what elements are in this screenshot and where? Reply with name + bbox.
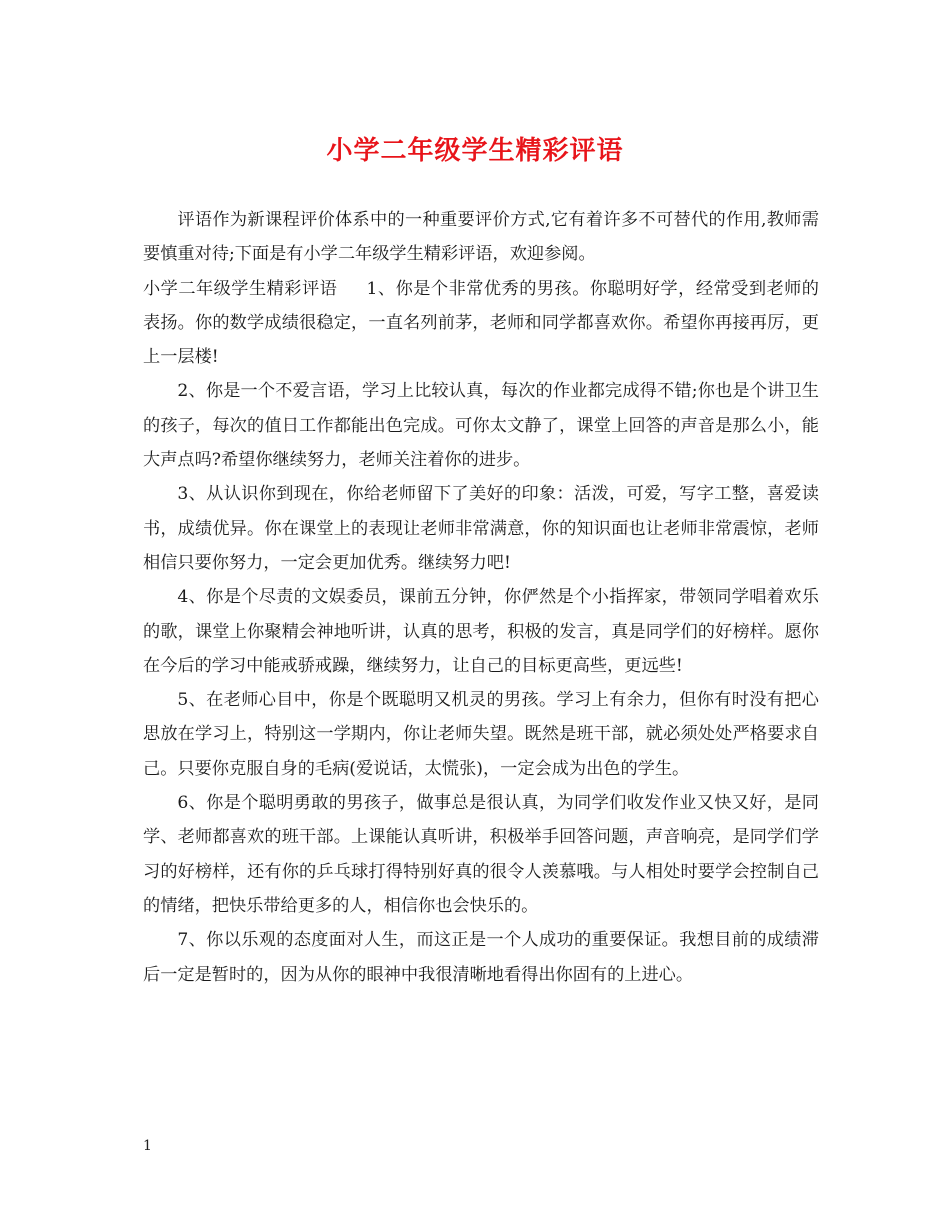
comment-paragraph-7: 7、你以乐观的态度面对人生，而这正是一个人成功的重要保证。我想目前的成绩滞后一定是暂时的，因为从你的眼神中我很清晰地看得出你固有的上进心。 (143, 930, 819, 985)
comment-paragraph-1 (143, 272, 819, 375)
document-body (143, 203, 819, 992)
page-title: 小学二年级学生精彩评语 (326, 136, 624, 166)
section-heading: 小学二年级学生精彩评语 (143, 278, 338, 299)
comment-paragraph-6: 6、你是个聪明勇敢的男孩子，做事总是很认真，为同学们收发作业又快又好，是同学、老师都喜欢的班干部。上课能认真听讲，积极举手回答问题，声音响亮，是同学们学习的好榜样，还有你的乒乓球打得特别好真的很令人羡慕哦。与人相处时要学会控制自己的情绪，把快乐带给更多的人，相信你也会快乐的。 (143, 793, 819, 916)
comment-paragraph-2: 2、你是一个不爱言语，学习上比较认真，每次的作业都完成得不错;你也是个讲卫生的孩子，每次的值日工作都能出色完成。可你太文静了，课堂上回答的声音是那么小，能大声点吗?希望你继续努力，老师关注着你的进步。 (143, 381, 819, 471)
comment-text-1: 1、你是个非常优秀的男孩。你聪明好学，经常受到老师的表扬。你的数学成绩很稳定，一直名列前茅，老师和同学都喜欢你。希望你再接再厉，更上一层楼! (143, 278, 819, 368)
page-number: 1 (143, 1138, 152, 1154)
comment-paragraph-4: 4、你是个尽责的文娱委员，课前五分钟，你俨然是个小指挥家，带领同学唱着欢乐的歌，课堂上你聚精会神地听讲，认真的思考，积极的发言，真是同学们的好榜样。愿你在今后的学习中能戒骄戒躁，继续努力，让自己的目标更高些，更远些! (143, 587, 819, 676)
comment-paragraph-5: 5、在老师心目中，你是个既聪明又机灵的男孩。学习上有余力，但你有时没有把心思放在学习上，特别这一学期内，你让老师失望。既然是班干部，就必须处处严格要求自己。只要你克服自身的毛病(爱说话，太慌张)，一定会成为出色的学生。 (143, 690, 819, 779)
comment-paragraph-3: 3、从认识你到现在，你给老师留下了美好的印象：活泼，可爱，写字工整，喜爱读书，成绩优异。你在课堂上的表现让老师非常满意，你的知识面也让老师非常震惊，老师相信只要你努力，一定会更加优秀。继续努力吧! (143, 484, 819, 573)
intro-paragraph: 评语作为新课程评价体系中的一种重要评价方式,它有着许多不可替代的作用,教师需要慎重对待;下面是有小学二年级学生精彩评语，欢迎参阅。 (143, 210, 819, 265)
